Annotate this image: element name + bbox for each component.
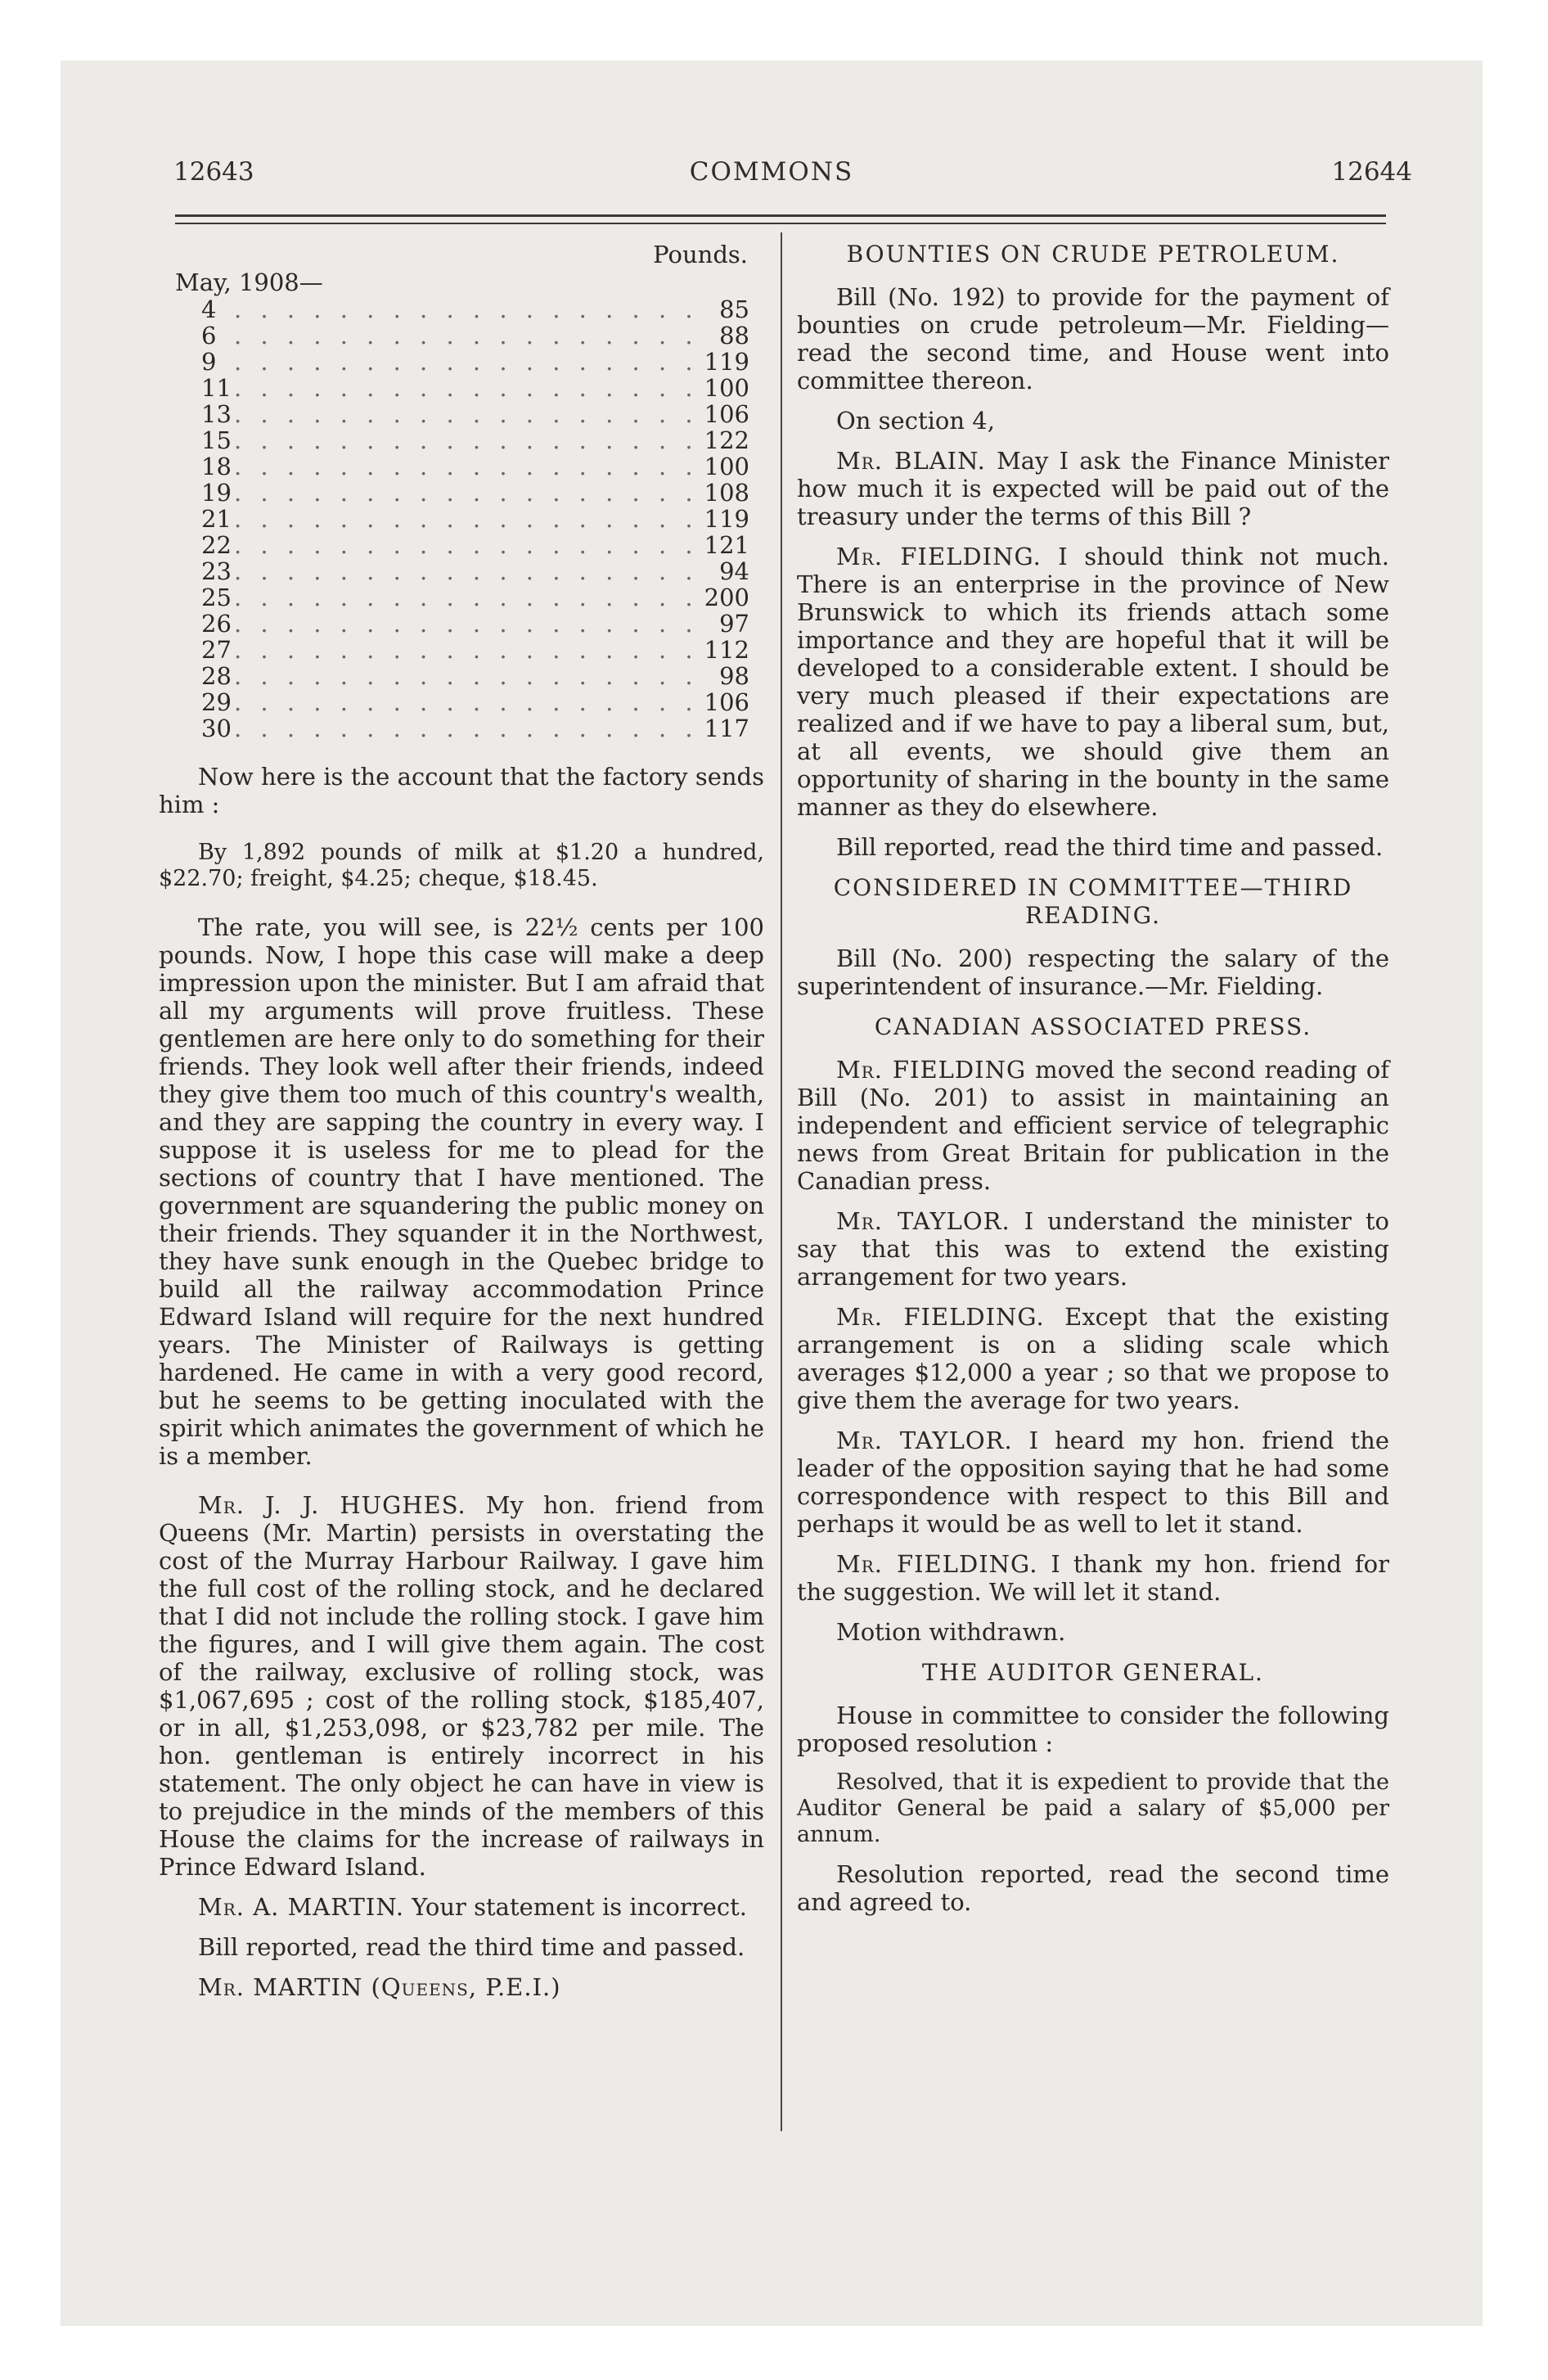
table-pounds-cell: 94	[719, 557, 749, 585]
table-row	[159, 689, 764, 715]
table-day-cell: 18	[201, 453, 232, 480]
table-header	[159, 241, 764, 296]
paragraph: House in committee to consider the following proposed resolution :	[797, 1702, 1389, 1757]
table-pounds-cell: 88	[719, 322, 749, 349]
speaker-name: Mr. TAYLOR.	[836, 1427, 1013, 1454]
speaker-name: Mr. J. J. HUGHES.	[198, 1491, 466, 1519]
speaker-name: Mr. TAYLOR.	[836, 1207, 1010, 1235]
table-pounds-cell: 85	[719, 295, 749, 323]
table-leader-dots	[234, 480, 700, 506]
table-day-cell: 15	[201, 426, 232, 454]
table-leader-dots	[234, 689, 700, 715]
speech-paragraph	[797, 1207, 1389, 1291]
section-heading: BOUNTIES ON CRUDE PETROLEUM.	[846, 241, 1340, 268]
speaker-name: Mr. MARTIN (Queens, P.E.I.)	[198, 1973, 561, 2001]
table-row	[159, 715, 764, 741]
speech-text: I thank my hon. friend for the suggestion. We will let it stand.	[797, 1550, 1389, 1606]
table-pounds-cell: 119	[704, 505, 749, 533]
table-row	[159, 480, 764, 506]
header-rule-top	[175, 214, 1386, 217]
speaker-name: Mr. A. MARTIN.	[198, 1893, 405, 1921]
table-pounds-cell: 97	[719, 610, 749, 638]
speaker-name: Mr. FIELDING.	[836, 543, 1042, 570]
table-pounds-cell: 106	[704, 688, 749, 716]
table-row	[159, 401, 764, 427]
paragraph: Resolution reported, read the second time and agreed to.	[797, 1860, 1389, 1916]
table-day-cell: 13	[201, 400, 232, 428]
page-title: COMMONS	[689, 157, 854, 187]
table-pounds-cell: 200	[704, 584, 749, 611]
speech-text: My hon. friend from Queens (Mr. Martin) persists in overstating the cost of the Murray Harbour Railway. I gave him the full cost of the rolling stock, and he declared that I did not include the rolling stock. I gave him the figures, and I will give them again. The cost of the railway, exclusive of rolling stock, was $1,067,695 ; cost of the rolling stock, $185,407, or in all, $1,253,098, or $23,782 per mile. The hon. gentleman is entirely incorrect in his statement. The only object he can have in view is to prejudice in the minds of the members of this House the claims for the increase of railways in Prince Edward Island.	[159, 1491, 765, 1881]
paragraph: Bill reported, read the third time and passed.	[198, 1933, 745, 1961]
table-day-cell: 27	[201, 636, 232, 664]
table-row	[159, 558, 764, 584]
paragraph: On section 4,	[836, 407, 995, 435]
speech-text: I heard my hon. friend the leader of the opposition saying that he had some correspondence with respect to this Bill and perhaps it would be as well to let it stand.	[797, 1427, 1389, 1538]
table-row	[159, 375, 764, 401]
speech-paragraph	[159, 1893, 764, 1921]
table-pounds-cell: 98	[719, 662, 749, 690]
table-pounds-cell: 119	[704, 348, 749, 376]
section-heading: CANADIAN ASSOCIATED PRESS.	[874, 1013, 1312, 1040]
speech-text: moved the second reading of Bill (No. 201) to assist in maintaining an independent and efficient service of telegraphic news from Great Britain for publication in the Canadian press.	[797, 1056, 1389, 1195]
table-pounds-cell: 112	[704, 636, 749, 664]
speech-paragraph	[159, 1491, 764, 1881]
speech-text: I understand the minister to say that this was to extend the existing arrangement for two years.	[797, 1207, 1389, 1291]
speech-paragraph	[797, 1550, 1389, 1606]
section-heading: THE AUDITOR GENERAL.	[922, 1659, 1264, 1686]
paragraph: Bill reported, read the third time and passed.	[836, 833, 1384, 861]
paragraph: Now here is the account that the factory sends him :	[159, 763, 764, 818]
table-units-label: Pounds.	[653, 241, 748, 268]
table-pounds-cell: 100	[704, 453, 749, 480]
table-day-cell: 25	[201, 584, 232, 611]
table-row	[159, 506, 764, 532]
table-leader-dots	[234, 322, 700, 349]
table-pounds-cell: 100	[704, 374, 749, 402]
table-pounds-cell: 106	[704, 400, 749, 428]
account-statement: By 1,892 pounds of milk at $1.20 a hundred, $22.70; freight, $4.25; cheque, $18.45.	[159, 840, 764, 891]
speech-paragraph	[797, 447, 1389, 530]
table-row	[159, 349, 764, 375]
paragraph: The rate, you will see, is 22½ cents per 100 pounds. Now, I hope this case will make a deep impression upon the minister. But I am afraid that all my arguments will prove fruitless. These gentlemen are here only to do something for their friends. They look well after their friends, indeed they give them too much of this country's wealth, and they are sapping the country in every way. I suppose it is useless for me to plead for the sections of country that I have mentioned. The government are squandering the public money on their friends. They squander it in the Northwest, they have sunk enough in the Quebec bridge to build all the railway accommodation Prince Edward Island will require for the next hundred years. The Minister of Railways is getting hardened. He came in with a very good record, but he seems to be getting inoculated with the spirit which animates the government of which he is a member.	[159, 913, 764, 1470]
speech-text: Your statement is incorrect.	[412, 1893, 748, 1921]
speaker-name: Mr. FIELDING.	[836, 1303, 1045, 1331]
left-page-number: 12643	[173, 157, 254, 187]
resolution-text: Resolved, that it is expedient to provide that the Auditor General be paid a salary of $5,000 per annum.	[797, 1769, 1389, 1847]
table-row	[159, 637, 764, 663]
table-row	[159, 453, 764, 480]
speaker-name: Mr. FIELDING	[836, 1056, 1027, 1084]
table-day-cell: 9	[201, 348, 217, 376]
table-day-cell: 28	[201, 662, 232, 690]
table-pounds-cell: 122	[704, 426, 749, 454]
speech-paragraph	[797, 543, 1389, 821]
table-day-cell: 23	[201, 557, 232, 585]
table-row	[159, 296, 764, 322]
table-day-cell: 6	[201, 322, 217, 349]
table-day-cell: 11	[201, 374, 232, 402]
table-pounds-cell: 108	[704, 479, 749, 507]
table-row	[159, 663, 764, 689]
speech-paragraph	[797, 1056, 1389, 1195]
table-leader-dots	[234, 296, 700, 322]
left-column	[159, 241, 764, 2013]
speech-paragraph	[797, 1303, 1389, 1414]
right-page-number: 12644	[1331, 157, 1412, 187]
table-day-cell: 29	[201, 688, 232, 716]
column-divider	[781, 232, 782, 2131]
table-row	[159, 322, 764, 349]
table-leader-dots	[234, 558, 700, 584]
table-leader-dots	[234, 611, 700, 637]
table-leader-dots	[234, 506, 700, 532]
table-leader-dots	[234, 663, 700, 689]
table-day-cell: 22	[201, 531, 232, 559]
table-day-cell: 21	[201, 505, 232, 533]
table-leader-dots	[234, 427, 700, 453]
header-rule-bottom	[175, 223, 1386, 224]
table-row	[159, 427, 764, 453]
table-day-cell: 26	[201, 610, 232, 638]
paragraph: Motion withdrawn.	[836, 1618, 1066, 1646]
table-day-cell: 19	[201, 479, 232, 507]
table-leader-dots	[234, 375, 700, 401]
scanned-page	[61, 61, 1483, 2326]
paragraph: Bill (No. 200) respecting the salary of the superintendent of insurance.—Mr. Fielding.	[797, 944, 1389, 1000]
table-day-cell: 30	[201, 714, 232, 742]
table-month-label: May, 1908—	[175, 268, 323, 296]
speech-text: Except that the existing arrangement is on a sliding scale which averages $12,000 a year ; so that we propose to give them the average for two years.	[797, 1303, 1390, 1414]
paragraph: Bill (No. 192) to provide for the payment of bounties on crude petroleum—Mr. Fielding—read the second time, and House went into committee thereon.	[797, 283, 1389, 394]
speech-text: May I ask the Finance Minister how much it is expected will be paid out of the treasury under the terms of this Bill ?	[797, 447, 1390, 530]
right-column	[797, 241, 1389, 1928]
speech-text: I should think not much. There is an enterprise in the province of New Brunswick to which its friends attach some importance and they are hopeful that it will be developed to a considerable extent. I should be very much pleased if their expectations are realized and if we have to pay a liberal sum, but, at all events, we should give them an opportunity of sharing in the bounty in the same manner as they do elsewhere.	[797, 543, 1389, 821]
speech-paragraph	[797, 1427, 1389, 1538]
table-leader-dots	[234, 349, 700, 375]
section-heading: CONSIDERED IN COMMITTEE—THIRD READING.	[833, 874, 1353, 929]
table-pounds-cell: 117	[704, 714, 749, 742]
table-leader-dots	[234, 715, 700, 741]
table-pounds-cell: 121	[704, 531, 749, 559]
speaker-name: Mr. BLAIN.	[836, 447, 986, 475]
table-row	[159, 532, 764, 558]
table-leader-dots	[234, 637, 700, 663]
table-leader-dots	[234, 453, 700, 480]
table-row	[159, 611, 764, 637]
milk-delivery-table	[159, 296, 764, 741]
table-leader-dots	[234, 584, 700, 611]
table-day-cell: 4	[201, 295, 217, 323]
table-row	[159, 584, 764, 611]
table-leader-dots	[234, 532, 700, 558]
speaker-name: Mr. FIELDING.	[836, 1550, 1038, 1578]
table-leader-dots	[234, 401, 700, 427]
